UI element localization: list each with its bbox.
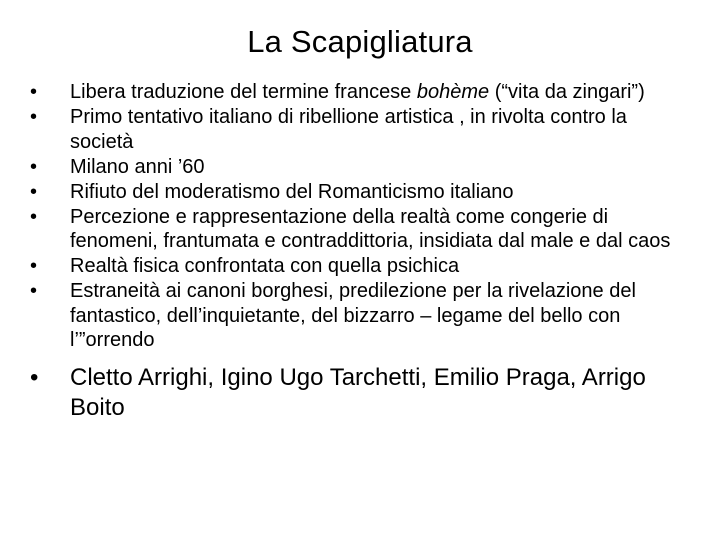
bullet-dot-icon: •: [30, 205, 38, 228]
bullet-dot-icon: •: [30, 155, 38, 178]
bullet-item-bohème: [30, 80, 690, 105]
bullet-list: [30, 80, 690, 423]
bullet-dot-icon: •: [30, 255, 38, 277]
bullet-dot-icon: •: [30, 81, 38, 103]
bullet-item-milano: [30, 155, 690, 180]
bullet-item-rifiuto: [30, 180, 690, 205]
bullet-item-primo-tentativo: [30, 105, 690, 154]
bullet-text: Libera traduzione del termine francese: [70, 81, 417, 103]
bullet-dot-icon: •: [30, 280, 38, 302]
bullet-text: Cletto Arrighi, Igino Ugo Tarchetti, Emilio Praga, Arrigo Boito: [70, 363, 646, 421]
bullet-dot-icon: •: [30, 106, 38, 128]
bullet-item-realta-fisica: [30, 254, 690, 279]
bullet-item-percezione: [30, 205, 690, 254]
bullet-item-authors: [30, 363, 690, 423]
bullet-text: Milano anni ’60: [70, 155, 205, 178]
bullet-text: (“vita da zingari”): [489, 81, 645, 103]
slide-title: La Scapigliatura: [247, 24, 473, 59]
bullet-dot-icon: •: [30, 180, 38, 203]
bullet-dot-icon: •: [30, 363, 39, 391]
bullet-emphasis: bohème: [416, 81, 490, 103]
bullet-text: Percezione e rappresentazione della realtà come congerie di fenomeni, frantumata e contraddittoria, insidiata dal male e dal caos: [70, 205, 671, 252]
bullet-text: Rifiuto del moderatismo del Romanticismo italiano: [70, 180, 514, 203]
bullet-item-estraneita: [30, 279, 690, 353]
bullet-text: Realtà fisica confrontata con quella psichica: [70, 255, 460, 277]
bullet-text: Estraneità ai canoni borghesi, predilezione per la rivelazione del fantastico, dell’inquietante, del bizzarro – legame del bello con l’”orrendo: [70, 280, 636, 351]
bullet-text: Primo tentativo italiano di ribellione artistica , in rivolta contro la società: [70, 106, 627, 153]
